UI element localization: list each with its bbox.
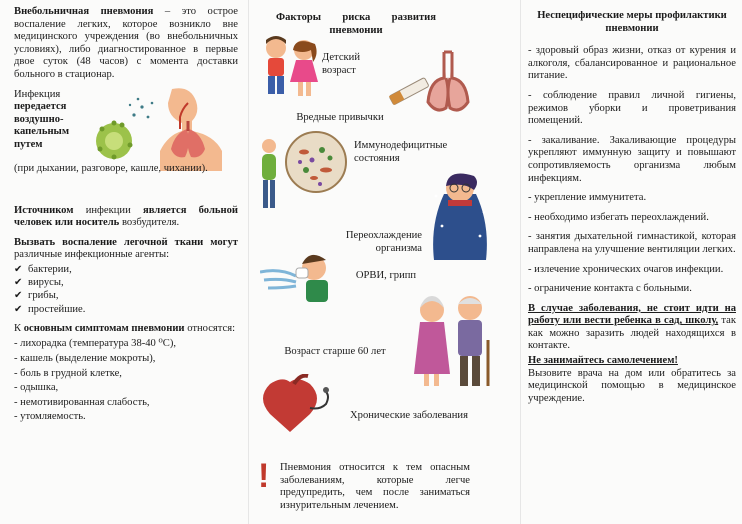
no-self-treatment: Не занимайтесь самолечением! [528,355,678,367]
factor-bad-habits: Вредные привычки [296,112,384,123]
symptom-item: - немотивированная слабость, [14,396,150,408]
prevention-item: - здоровый образ жизни, отказ от курения и алкоголя, сбалансированное и рациональное питание. [528,45,736,82]
symptom-item: - боль в грудной клетке, [14,367,122,379]
warning-exclamation-icon: ! [258,457,270,495]
definition-paragraph [14,6,238,82]
immunodeficiency-illustration [256,130,356,216]
agent-item: ✔ грибы, [14,289,238,302]
prevention-item: - занятия дыхательной гимнастикой, которая направлена на улучшение вентиляции легких. [528,231,736,255]
elderly-couple-illustration [404,292,504,388]
heart-illustration [254,374,334,434]
source-paragraph: Источником инфекции является больной человек или носитель возбудителя. [14,204,238,229]
cold-woman-illustration [424,166,498,262]
symptom-item: - лихорадка (температура 38-40 ⁰С), [14,338,176,350]
smoking-lungs-illustration [386,44,496,116]
children-illustration [256,36,326,102]
symptom-item: - утомляемость. [14,411,86,423]
symptom-item: - одышка, [14,382,59,394]
transmission-text: Инфекция передается воздушно-капельным путем [14,88,70,150]
column-divider [248,0,249,524]
respiratory-system-illustration [92,85,242,171]
prevention-item: - закаливание. Закаливающие процедуры укрепляют иммунную защиту и повышают сопротивляемость организма любым инфекциям. [528,134,736,184]
prevention-item: - ограничение контакта с больными. [528,283,692,295]
prevention-item: - укрепление иммунитета. [528,192,647,204]
definition-term: Внебольничная пневмония [14,6,154,17]
call-doctor: Вызовите врача на дом или обратитесь за медицинской помощью в медицинское учреждение. [528,367,736,404]
factor-chronic: Хронические заболевания [350,410,468,421]
column-divider [520,0,521,524]
risk-factors-title: Факторы риска развития пневмонии [276,12,436,36]
prevention-title: Неспецифические меры профилактики пневмонии [537,10,727,34]
factor-flu: ОРВИ, грипп [355,270,417,281]
prevention-item: - излечение хронических очагов инфекции. [528,263,724,275]
symptom-item: - кашель (выделение мокроты), [14,352,156,364]
agents-intro: Вызвать воспаление легочной ткани могут различные инфекционные агенты: [14,236,238,261]
agents-list [14,263,238,316]
factor-hypothermia: Переохлаждение организма [345,230,422,254]
transmission-details: (при дыхании, разговоре, кашле, чихании). [14,162,208,174]
sick-warning: В случае заболевания, не стоит идти на работу или вести ребенка в сад, школу, так как можно заразить людей находящихся в контакте. [528,302,736,352]
warning-text: Пневмония относится к тем опасным заболеваниям, которые легче предупредить, чем после заниматься изнурительным лечением. [280,462,470,511]
transmission-block [14,89,238,201]
column-risk-factors [250,0,512,524]
definition-text: – это острое воспаление легких, которое возникло вне медицинского учреждения (во внебольничных условиях), либо диагностированное в первые двое суток (48 часов) с момента доставки больного в стационар. [14,6,238,80]
prevention-item: - необходимо избегать переохлаждений. [528,211,709,223]
prevention-item: - соблюдение правил личной гигиены, режимов уборки и проветривания помещений. [528,89,736,127]
column-definition [0,0,246,524]
factor-elderly: Возраст старше 60 лет [284,346,386,357]
agent-item: ✔ вирусы, [14,276,238,289]
agent-item: ✔ бактерии, [14,263,238,276]
sneezing-man-illustration [260,248,350,304]
factor-child-age: Детский возраст [322,52,361,76]
column-prevention [522,0,742,524]
agent-item: ✔ простейшие. [14,303,238,316]
symptoms-intro: К основным симптомам пневмонии относятся: [14,322,236,334]
symptoms-list [14,337,238,425]
factor-immunodeficiency: Иммунодефицитные состояния [354,140,448,164]
